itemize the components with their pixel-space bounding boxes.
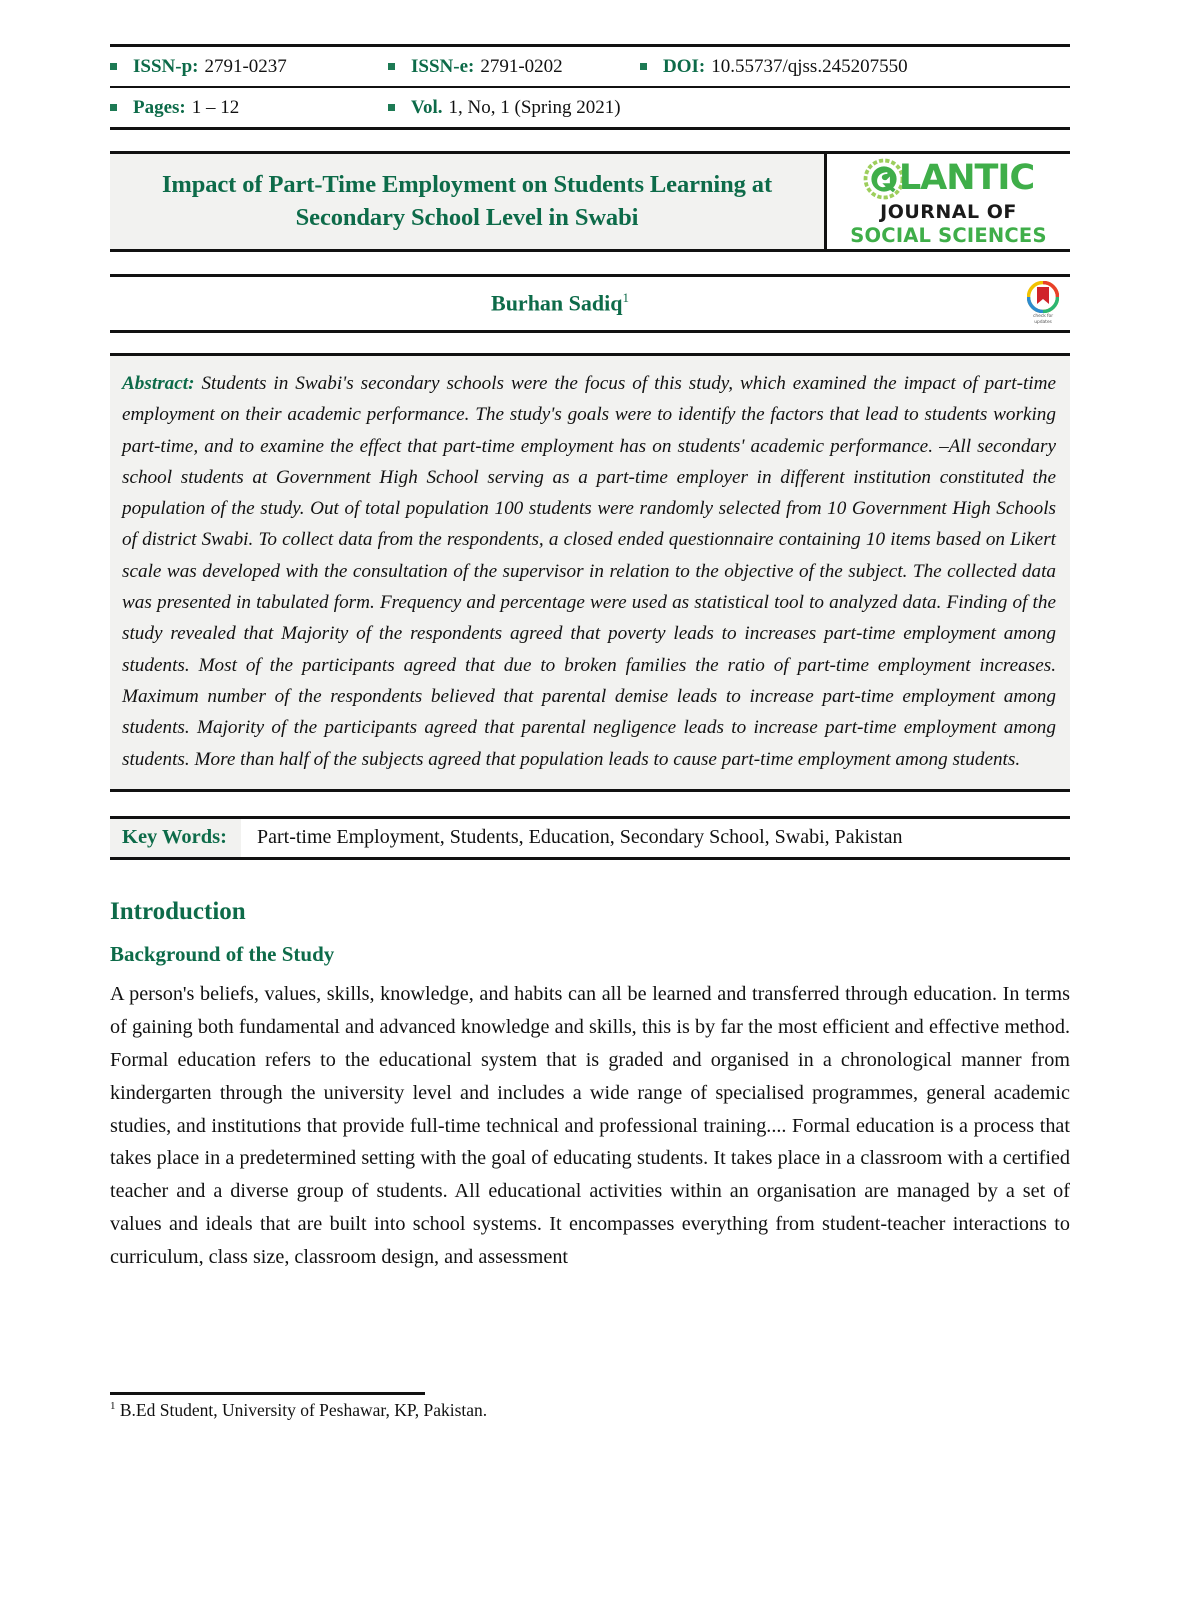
masthead-bottom-rule (110, 127, 1070, 130)
pages-value: 1 – 12 (191, 96, 240, 118)
logo-line-social-sciences: SOCIAL SCIENCES (850, 224, 1047, 247)
crossmark-caption: check for updates (1033, 314, 1053, 325)
subsection-heading-background: Background of the Study (110, 941, 335, 966)
footnote-separator-rule (110, 1392, 425, 1395)
title-band (110, 151, 1070, 252)
masthead-row-issue (110, 88, 1070, 127)
logo-line-journal-of: JOURNAL OF (880, 201, 1017, 223)
footnote (110, 1400, 910, 1421)
issn-electronic-item (388, 56, 640, 78)
author-band (110, 274, 1070, 333)
crossmark-badge[interactable] (1020, 280, 1066, 328)
abstract-paragraph (122, 368, 1056, 775)
keywords-label: Key Words: (110, 819, 241, 857)
square-bullet-icon (640, 63, 647, 70)
square-bullet-icon (388, 63, 395, 70)
author-footnote-marker: 1 (622, 290, 629, 306)
masthead-row-identifiers (110, 47, 1070, 86)
volume-item (388, 97, 640, 119)
logo-wordmark: LANTIC (898, 158, 1035, 199)
footnote-marker: 1 (110, 1400, 116, 1413)
pages-label: Pages: (133, 96, 186, 118)
article-title-box (110, 154, 827, 249)
section-heading-introduction: Introduction (110, 897, 246, 925)
issn-print-item (110, 56, 388, 78)
doi-item[interactable] (640, 56, 908, 78)
abstract-label: Abstract: (122, 373, 195, 394)
pages-item (110, 97, 388, 119)
volume-value: 1, No, 1 (Spring 2021) (448, 96, 621, 118)
content-column (110, 0, 1070, 1274)
background-paragraph: A person's beliefs, values, skills, knowledge, and habits can all be learned and transferred through education. In terms of gaining both fundamental and advanced knowledge and skills, this is by far the most efficient and effective method. Formal education refers to the educational system that is graded and organised in a chronological manner from kindergarten through the university level and includes a wide range of specialised programmes, general academic studies, and institutions that provide full-time technical and professional training.... Formal education is a process that takes place in a predetermined setting with the goal of educating students. It takes place in a classroom with a certified teacher and a diverse group of students. All educational activities within an organisation are managed by a set of values and ideals that are built into school systems. It encompasses everything from student-teacher interactions to curriculum, class size, classroom design, and assessment (110, 982, 1070, 1269)
issn-electronic-label: ISSN-e: (411, 55, 475, 77)
abstract-band (110, 353, 1070, 792)
issn-print-value: 2791-0237 (204, 55, 287, 77)
footnote-text: B.Ed Student, University of Peshawar, KP, Pakistan. (119, 1400, 488, 1420)
crossmark-check-for-updates-icon[interactable] (1027, 281, 1059, 313)
keywords-band (110, 816, 1070, 860)
author-name: Burhan Sadiq (491, 290, 623, 316)
issn-print-label: ISSN-p: (133, 55, 199, 77)
volume-label: Vol. (411, 96, 443, 118)
journal-logo (827, 154, 1070, 249)
keywords-value: Part-time Employment, Students, Education, Secondary School, Swabi, Pakistan (256, 826, 903, 849)
author-name-wrapper (110, 290, 1070, 316)
square-bullet-icon (110, 104, 117, 111)
issn-electronic-value: 2791-0202 (480, 55, 563, 77)
page-title: Impact of Part-Time Employment on Students Learning at Secondary School Level in Swabi (161, 170, 773, 231)
square-bullet-icon (388, 104, 395, 111)
abstract-body: Students in Swabi's secondary schools were the focus of this study, which examined the impact of part-time employment on their academic performance. The study's goals were to identify the factors that lead to students working part-time, and to examine the effect that part-time employment has on students' academic performance. –All secondary school students at Government High School serving as a part-time employer in different institution constituted the population of the study. Out of total population 100 students were randomly selected from 10 Government High Schools of district Swabi. To collect data from the respondents, a closed ended questionnaire containing 10 items based on Likert scale was developed with the consultation of the supervisor in relation to the objective of the subject. The collected data was presented in tabulated form. Frequency and percentage were used as statistical tool to analyzed data. Finding of the study revealed that Majority of the respondents agreed that poverty leads to increases part-time employment among students. Most of the participants agreed that due to broken families the ratio of part-time employment increases. Maximum number of the respondents believed that parental demise leads to increase part-time employment among students. Majority of the participants agreed that parental negligence leads to increase part-time employment among students. More than half of the subjects agreed that population leads to cause part-time employment among students. (122, 373, 1057, 770)
square-bullet-icon (110, 63, 117, 70)
logo-wordmark-row (863, 158, 1034, 200)
doi-value[interactable]: 10.55737/qjss.245207550 (711, 55, 908, 77)
doi-label: DOI: (663, 55, 706, 77)
